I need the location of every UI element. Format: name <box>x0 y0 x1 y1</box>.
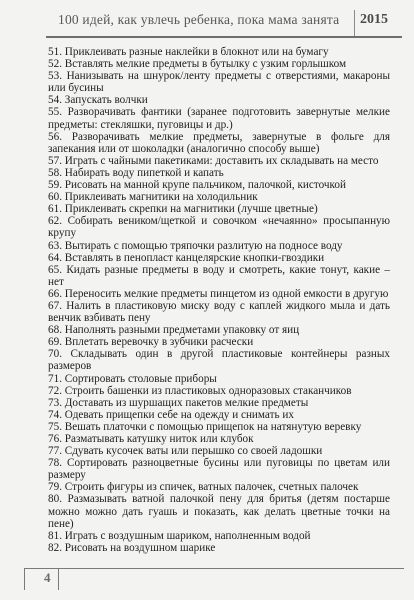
item-text: Набирать воду пипеткой и капать <box>64 166 224 179</box>
page-header <box>0 0 414 40</box>
item-number: 67. <box>48 299 62 312</box>
list-item <box>48 445 390 457</box>
item-text: Сортировать разноцветные бусины или пуговицы по цветам или размеру <box>48 457 391 482</box>
item-number: 76. <box>48 433 62 445</box>
list-item <box>48 336 390 348</box>
item-text: Сортировать столовые приборы <box>64 372 217 385</box>
item-text: Запускать волчки <box>64 94 148 107</box>
item-text: Собирать веником/щеткой и совочком «нечаянно» просыпанную крупу <box>48 215 391 240</box>
item-text: Вставлять мелкие предметы в бутылку с узким горлышком <box>64 58 347 71</box>
item-number: 54. <box>48 94 62 107</box>
list-item <box>48 348 390 372</box>
item-number: 61. <box>48 203 62 216</box>
item-text: Строить фигуры из спичек, ватных палочек, счетных палочек <box>64 481 359 494</box>
item-text: Строить башенки из пластиковых одноразовых стаканчиков <box>64 384 352 397</box>
page-number: 4 <box>44 570 51 585</box>
item-number: 79. <box>48 481 62 494</box>
item-text: Размазывать ватной палочкой пену для бритья (детям постарше можно можно дать гуашь и показать, как делать цветные точки на пене) <box>48 493 390 530</box>
list-item <box>48 179 390 191</box>
list-item <box>48 106 390 130</box>
item-number: 62. <box>48 215 62 228</box>
item-number: 65. <box>48 263 62 276</box>
item-text: Играть с воздушным шариком, наполненным водой <box>64 529 311 542</box>
item-text: Кидать разные предметы в воду и смотреть, какие тонут, какие – нет <box>48 263 390 288</box>
list-item <box>48 409 390 421</box>
item-text: Одевать прищепки себе на одежду и снимать их <box>64 408 294 421</box>
list-item <box>48 58 390 70</box>
item-number: 52. <box>48 58 62 71</box>
list-item <box>48 421 390 433</box>
footer-rule <box>24 568 404 569</box>
list-item <box>48 288 390 300</box>
list-item <box>48 324 390 336</box>
item-text: Вытирать с помощью тряпочки разлитую на подносе воду <box>64 239 343 252</box>
list-item <box>48 264 390 288</box>
item-number: 58. <box>48 166 62 179</box>
item-number: 60. <box>48 191 62 204</box>
item-number: 57. <box>48 154 62 167</box>
list-item <box>48 203 390 215</box>
item-text: Рисовать на воздушном шарике <box>64 541 216 554</box>
item-text: Рисовать на манной крупе пальчиком, палочкой, кисточкой <box>64 179 346 192</box>
item-text: Вплетать веревочку в зубчики расчески <box>64 336 254 349</box>
item-text: Переносить мелкие предметы пинцетом из одной емкости в другую <box>64 287 389 300</box>
item-text: Приклеивать скрепки на магнитики (лучше цветные) <box>64 203 318 216</box>
item-text: Нанизывать на шнурок/ленту предметы с отверстиями, макароны или бусины <box>48 70 390 95</box>
list-item <box>48 191 390 203</box>
item-number: 64. <box>48 251 62 264</box>
header-rule <box>46 36 402 38</box>
item-text: Играть с чайными пакетиками: доставить их складывать на место <box>64 154 379 167</box>
item-text: Вставлять в пенопласт канцелярские кнопки-гвоздики <box>64 251 325 264</box>
list-item <box>48 215 390 239</box>
header-title: 100 идей, как увлечь ребенка, пока мама занята <box>58 12 340 27</box>
item-number: 71. <box>48 372 62 385</box>
list-item <box>48 542 390 554</box>
item-text: Разворачивать мелкие предметы, завернутые в фольге для запекания или от шоколадки (аналогично способу выше) <box>48 130 391 155</box>
item-number: 55. <box>48 106 62 119</box>
item-number: 63. <box>48 239 62 252</box>
list-item <box>48 481 390 493</box>
item-number: 80. <box>48 493 62 506</box>
item-number: 69. <box>48 336 62 349</box>
list-item <box>48 397 390 409</box>
header-divider <box>354 10 355 36</box>
list-item <box>48 252 390 264</box>
item-number: 82. <box>48 541 62 554</box>
item-text: Разматывать катушку ниток или клубок <box>64 433 254 445</box>
item-number: 59. <box>48 179 62 192</box>
list-item <box>48 373 390 385</box>
list-item <box>48 70 390 94</box>
list-item <box>48 167 390 179</box>
item-number: 66. <box>48 287 62 300</box>
list-item <box>48 530 390 542</box>
page-number-divider <box>58 568 59 590</box>
item-text: Налить в пластиковую миску воду с каплей жидкого мыла и дать венчик взбивать пену <box>48 299 390 325</box>
item-text: Приклеивать разные наклейки в блокнот или на бумагу <box>64 46 329 58</box>
item-text: Вешать платочки с помощью прищепок на натянутую веревку <box>64 420 362 433</box>
list-item <box>48 457 390 481</box>
item-number: 73. <box>48 396 62 409</box>
item-number: 68. <box>48 324 62 337</box>
idea-list <box>48 46 390 554</box>
item-text: Сдувать кусочек ваты или перышко со своей ладошки <box>64 445 323 458</box>
item-number: 53. <box>48 70 62 83</box>
item-number: 72. <box>48 384 62 397</box>
item-number: 78. <box>48 457 62 470</box>
list-item <box>48 46 390 58</box>
item-number: 75. <box>48 420 62 433</box>
list-item <box>48 493 390 529</box>
item-number: 81. <box>48 529 62 542</box>
list-item <box>48 131 390 155</box>
list-item <box>48 94 390 106</box>
item-text: Приклеивать магнитики на холодильник <box>64 191 258 204</box>
footer-left-border <box>24 568 25 590</box>
list-item <box>48 433 390 445</box>
item-number: 77. <box>48 445 62 458</box>
list-item <box>48 300 390 324</box>
list-item <box>48 155 390 167</box>
item-text: Разворачивать фантики (заранее подготовить завернутые мелкие предметы: стекляшки, пуговицы и др.) <box>48 106 390 131</box>
item-text: Складывать один в другой пластиковые контейнеры разных размеров <box>48 348 391 373</box>
item-text: Наполнять разными предметами упаковку от яиц <box>64 324 300 337</box>
item-number: 70. <box>48 348 62 361</box>
list-item <box>48 385 390 397</box>
item-number: 51. <box>48 46 62 58</box>
item-number: 56. <box>48 130 62 143</box>
list-item <box>48 240 390 252</box>
item-text: Доставать из шуршащих пакетов мелкие предметы <box>64 396 309 409</box>
item-number: 74. <box>48 408 62 421</box>
header-year: 2015 <box>360 12 388 27</box>
